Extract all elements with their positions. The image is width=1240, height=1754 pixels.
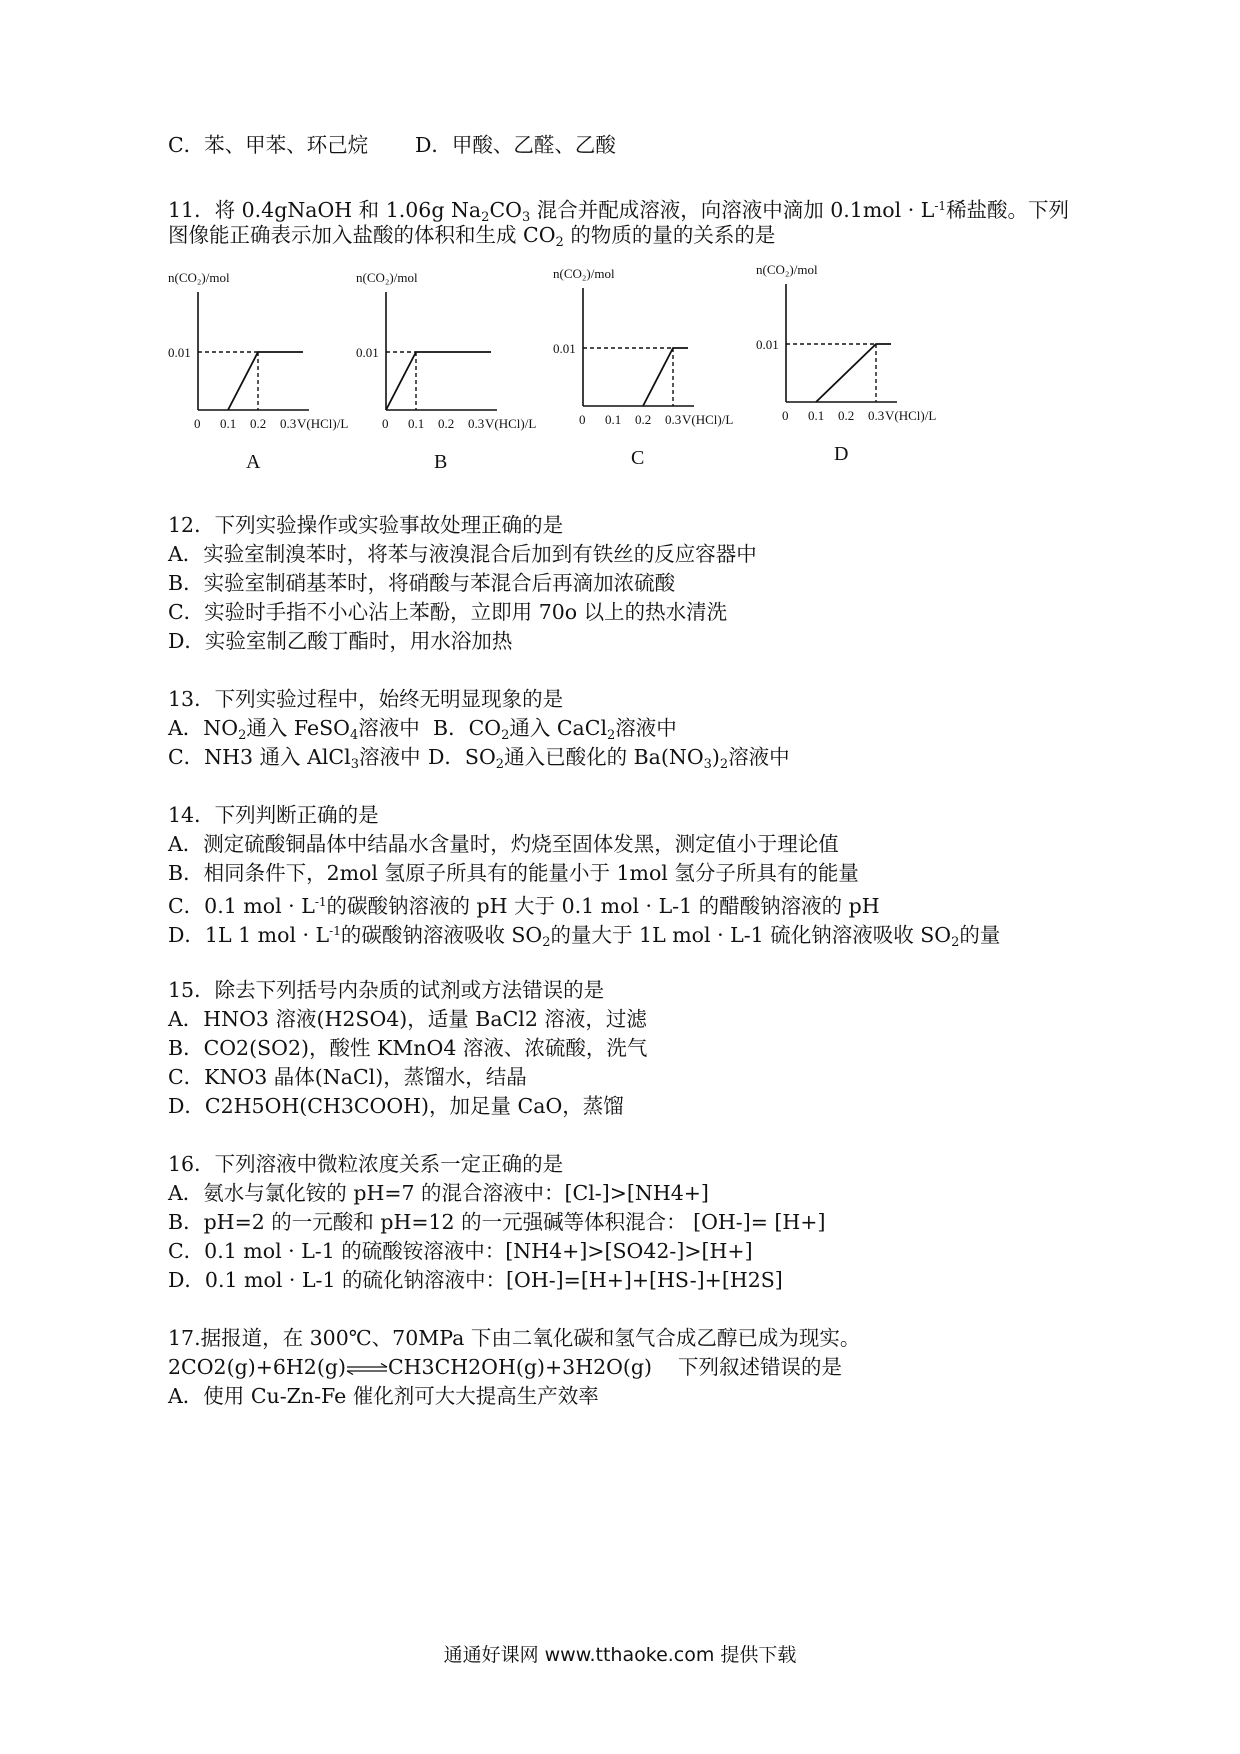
equilibrium-arrow-icon [346, 1363, 388, 1375]
text-run: CO [489, 198, 522, 222]
q12-stem: 12．下列实验操作或实验事故处理正确的是 [168, 513, 564, 537]
text-run: 通入 CaCl [509, 716, 608, 740]
graph-option-label: D [834, 443, 849, 465]
x-tick-label: 0.1 [808, 408, 825, 423]
q14-stem: 14．下列判断正确的是 [168, 803, 379, 827]
x-tick-label: 0.3 [665, 412, 682, 427]
x-axis-label: V(HCl)/L [682, 412, 734, 427]
q15-option-a: A．HNO3 溶液(H2SO4)，适量 BaCl2 溶液，过滤 [168, 1007, 647, 1031]
page-footer: 通通好课网 www.tthaoke.com 提供下载 [443, 1644, 797, 1666]
x-axis-label: V(HCl)/L [297, 416, 349, 431]
q10-option-d: D．甲酸、乙醛、乙酸 [415, 133, 616, 157]
text-run: D．SO [428, 745, 496, 769]
subscript: 2 [555, 235, 564, 250]
subscript: 4 [349, 728, 359, 743]
text-run: C．0.1 mol · L [168, 894, 315, 918]
q14-option-a: A．测定硫酸铜晶体中结晶水含量时，灼烧至固体发黑，测定值小于理论值 [168, 832, 839, 856]
text-run: 图像能正确表示加入盐酸的体积和生成 CO [168, 223, 556, 247]
text-run: 的碳酸钠溶液吸收 SO [340, 923, 543, 947]
x-tick-label: 0.2 [838, 408, 855, 423]
subscript: 3 [703, 757, 712, 772]
text-run: 2CO2(g)+6H2(g) [168, 1355, 346, 1379]
text-run: 溶液中 [358, 745, 421, 769]
x-tick-label: 0.3 [280, 416, 297, 431]
q12-option-c: C．实验时手指不小心沾上苯酚，立即用 70o 以上的热水清洗 [168, 600, 728, 624]
graph-b-svg [348, 262, 548, 472]
y-axis-label: n(CO₂)/mol [168, 270, 230, 285]
text-run: B．CO [433, 716, 502, 740]
y-axis-label: n(CO₂)/mol [756, 262, 818, 277]
text-run: D．1L 1 mol · L [168, 923, 330, 947]
q16-option-b: B．pH=2 的一元酸和 pH=12 的一元强碱等体积混合： [OH-]= [H+] [168, 1210, 826, 1234]
x-tick-label: 0.1 [605, 412, 622, 427]
q14-option-d [168, 918, 1000, 956]
graph-a-svg [160, 262, 360, 472]
subscript: 2 [951, 935, 960, 950]
x-tick-label: 0 [579, 412, 586, 427]
subscript: 2 [481, 210, 490, 225]
q12-option-a: A．实验室制溴苯时，将苯与液溴混合后加到有铁丝的反应容器中 [168, 542, 757, 566]
q10-option-c: C．苯、甲苯、环己烷 [168, 133, 369, 157]
text-run: CH3CH2OH(g)+3H2O(g) [387, 1355, 653, 1379]
q17-equation [168, 1354, 842, 1380]
subscript: 2 [238, 728, 247, 743]
text-run: 溶液中 [358, 716, 420, 740]
x-tick-label: 0.2 [635, 412, 652, 427]
series-line [643, 348, 688, 406]
graph-a [160, 262, 360, 476]
x-tick-label: 0 [194, 416, 201, 431]
q17-stem: 17.据报道，在 300℃、70MPa 下由二氧化碳和氢气合成乙醇已成为现实。 [168, 1326, 861, 1350]
subscript: 2 [495, 757, 505, 772]
y-tick-label: 0.01 [756, 337, 779, 352]
text-run: 的物质的量的关系的是 [563, 223, 776, 247]
graph-d [748, 254, 948, 468]
graph-option-label: C [631, 447, 645, 469]
q12-option-b: B．实验室制硝基苯时，将硝酸与苯混合后再滴加浓硫酸 [168, 571, 676, 595]
graph-c-svg [545, 258, 745, 468]
q13-stem: 13．下列实验过程中，始终无明显现象的是 [168, 687, 564, 711]
q14-option-c [168, 889, 880, 919]
graph-b [348, 262, 548, 476]
text-run: 通入 FeSO [246, 716, 350, 740]
x-tick-label: 0 [382, 416, 389, 431]
series-line [386, 352, 491, 410]
q16-option-d: D．0.1 mol · L-1 的硫化钠溶液中：[OH-]=[H+]+[HS-]+[H2S] [168, 1268, 783, 1292]
x-tick-label: 0 [782, 408, 789, 423]
q15-option-c: C．KNO3 晶体(NaCl)，蒸馏水，结晶 [168, 1065, 527, 1089]
graph-d-svg [748, 254, 948, 464]
series-line [228, 352, 303, 410]
q17-option-a: A．使用 Cu-Zn-Fe 催化剂可大大提高生产效率 [168, 1384, 599, 1408]
subscript: 3 [521, 210, 531, 225]
graph-option-label: A [246, 451, 261, 473]
q11-stem-line2 [168, 222, 775, 256]
x-tick-label: 0.2 [438, 416, 455, 431]
y-axis-label: n(CO₂)/mol [553, 266, 615, 281]
superscript: -1 [934, 199, 947, 213]
text-run: A．NO [168, 716, 239, 740]
x-axis-label: V(HCl)/L [885, 408, 937, 423]
x-tick-label: 0.3 [868, 408, 885, 423]
q13-option-d [428, 744, 790, 778]
text-run: 稀盐酸。下列 [946, 198, 1070, 222]
q12-option-d: D．实验室制乙酸丁酯时，用水浴加热 [168, 629, 513, 653]
text-run: 溶液中 [728, 745, 790, 769]
q16-option-c: C．0.1 mol · L-1 的硫酸铵溶液中：[NH4+]>[SO42-]>[H+] [168, 1239, 753, 1263]
y-tick-label: 0.01 [553, 341, 576, 356]
text-run: 11．将 0.4gNaOH 和 1.06g Na [168, 198, 482, 222]
x-tick-label: 0.3 [468, 416, 485, 431]
y-tick-label: 0.01 [168, 345, 191, 360]
x-axis-label: V(HCl)/L [485, 416, 537, 431]
text-run: 溶液中 [615, 716, 677, 740]
text-run: 的量 [959, 923, 1001, 947]
graph-c [545, 258, 745, 472]
text-run: 混合并配成溶液，向溶液中滴加 0.1mol · L [530, 198, 935, 222]
superscript: -1 [314, 895, 327, 909]
q13-option-c [168, 744, 420, 778]
q15-option-d: D．C2H5OH(CH3COOH)，加足量 CaO，蒸馏 [168, 1094, 624, 1118]
superscript: -1 [329, 924, 341, 938]
text-run: 的碳酸钠溶液的 pH 大于 0.1 mol · L-1 的醋酸钠溶液的 pH [326, 894, 880, 918]
text-run: 下列叙述错误的是 [678, 1355, 843, 1379]
subscript: 3 [350, 757, 359, 772]
text-run: C．NH3 通入 AlCl [168, 745, 351, 769]
x-tick-label: 0.2 [250, 416, 267, 431]
text-run: 通入已酸化的 Ba(NO [504, 745, 704, 769]
q14-option-b: B．相同条件下，2mol 氢原子所具有的能量小于 1mol 氢分子所具有的能量 [168, 861, 859, 885]
q16-option-a: A．氨水与氯化铵的 pH=7 的混合溶液中：[Cl-]>[NH4+] [168, 1181, 709, 1205]
subscript: 2 [607, 728, 616, 743]
y-axis-label: n(CO₂)/mol [356, 270, 418, 285]
y-tick-label: 0.01 [356, 345, 379, 360]
text-run: 的量大于 1L mol · L-1 硫化钠溶液吸收 SO [550, 923, 952, 947]
q16-stem: 16．下列溶液中微粒浓度关系一定正确的是 [168, 1152, 564, 1176]
x-tick-label: 0.1 [408, 416, 425, 431]
subscript: 2 [542, 935, 551, 950]
series-line [816, 344, 891, 402]
q15-stem: 15．除去下列括号内杂质的试剂或方法错误的是 [168, 978, 605, 1002]
graph-option-label: B [434, 451, 448, 473]
subscript: 2 [501, 728, 510, 743]
q15-option-b: B．CO2(SO2)，酸性 KMnO4 溶液、浓硫酸，洗气 [168, 1036, 648, 1060]
subscript: 2 [719, 757, 729, 772]
x-tick-label: 0.1 [220, 416, 237, 431]
text-run: ) [711, 745, 720, 769]
